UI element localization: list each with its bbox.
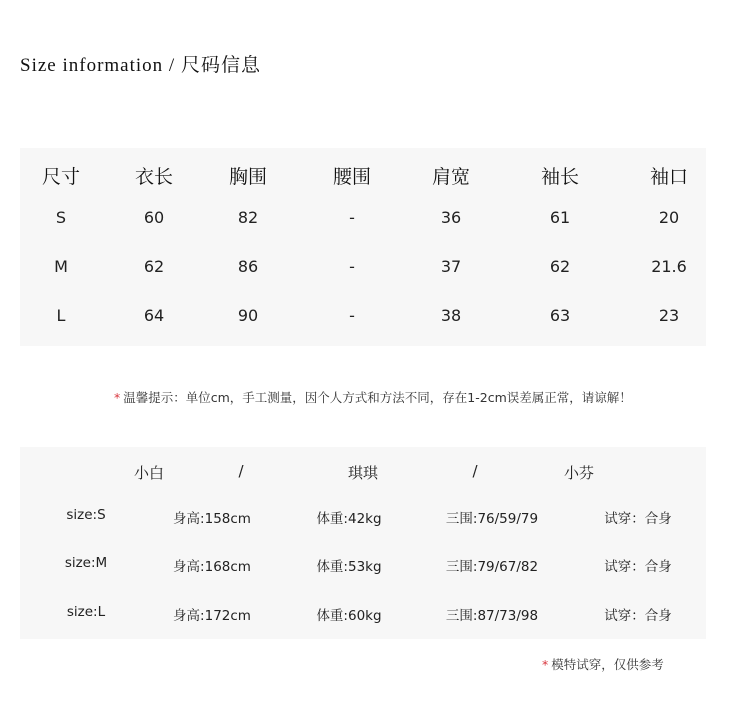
size-table-cell: 37 xyxy=(440,257,462,276)
size-table-cell: 21.6 xyxy=(651,257,687,276)
size-table-cell: 36 xyxy=(440,208,462,227)
size-header-cell: 胸围 xyxy=(228,166,268,188)
size-table-cell: 60 xyxy=(143,208,165,227)
size-note-text: 温馨提示：单位cm，手工测量，因个人方式和方法不同，存在1-2cm误差属正常，请谅解！ xyxy=(123,390,632,405)
note-asterisk: * xyxy=(114,390,121,405)
size-table-cell: 38 xyxy=(440,306,462,325)
model-table-cell: 身高:158cm xyxy=(173,511,251,527)
model-table-cell: size:S xyxy=(66,507,106,523)
size-header-cell: 袖口 xyxy=(649,166,689,188)
model-table-cell: 体重:60kg xyxy=(316,608,382,624)
model-header-cell: / xyxy=(472,462,478,480)
model-header-cell: / xyxy=(238,462,244,480)
size-table-cell: S xyxy=(55,208,67,227)
model-table-cell: 三围:79/67/82 xyxy=(445,559,539,575)
size-table-cell: 63 xyxy=(549,306,571,325)
size-table-cell: - xyxy=(349,208,355,227)
model-header-cell: 小芬 xyxy=(563,464,595,482)
model-note-text: 模特试穿，仅供参考 xyxy=(551,657,664,672)
size-header-cell: 袖长 xyxy=(540,166,580,188)
size-chart-note xyxy=(114,388,632,406)
size-table-cell: L xyxy=(56,306,66,325)
model-table-cell: 身高:168cm xyxy=(173,559,251,575)
size-table-cell: 62 xyxy=(143,257,165,276)
size-header-cell: 肩宽 xyxy=(431,166,471,188)
size-table-cell: 64 xyxy=(143,306,165,325)
size-table-cell: - xyxy=(349,257,355,276)
model-table-cell: 体重:53kg xyxy=(316,559,382,575)
note-asterisk: * xyxy=(542,657,549,672)
size-table-cell: 23 xyxy=(658,306,680,325)
model-table-cell: size:M xyxy=(64,555,108,571)
size-header-cell: 尺寸 xyxy=(41,166,81,188)
model-table-cell: 身高:172cm xyxy=(173,608,251,624)
model-header-cell: 琪琪 xyxy=(347,464,379,482)
model-table-cell: size:L xyxy=(66,604,106,620)
model-table-cell: 三围:76/59/79 xyxy=(445,511,539,527)
page-title: Size information / 尺码信息 xyxy=(20,55,261,76)
size-table-cell: - xyxy=(349,306,355,325)
size-header-cell: 腰围 xyxy=(332,166,372,188)
model-table-cell: 试穿：合身 xyxy=(604,608,672,624)
size-table-cell: 86 xyxy=(237,257,259,276)
size-table-cell: 62 xyxy=(549,257,571,276)
model-header-cell: 小白 xyxy=(133,464,165,482)
size-header-cell: 衣长 xyxy=(134,166,174,188)
model-table-cell: 三围:87/73/98 xyxy=(445,608,539,624)
model-table-cell: 试穿：合身 xyxy=(604,511,672,527)
size-table-cell: 82 xyxy=(237,208,259,227)
size-table-cell: M xyxy=(54,257,68,276)
size-table-cell: 61 xyxy=(549,208,571,227)
size-table-cell: 90 xyxy=(237,306,259,325)
size-table-cell: 20 xyxy=(658,208,680,227)
model-chart-note xyxy=(542,655,664,673)
model-table-cell: 试穿：合身 xyxy=(604,559,672,575)
model-table-cell: 体重:42kg xyxy=(316,511,382,527)
